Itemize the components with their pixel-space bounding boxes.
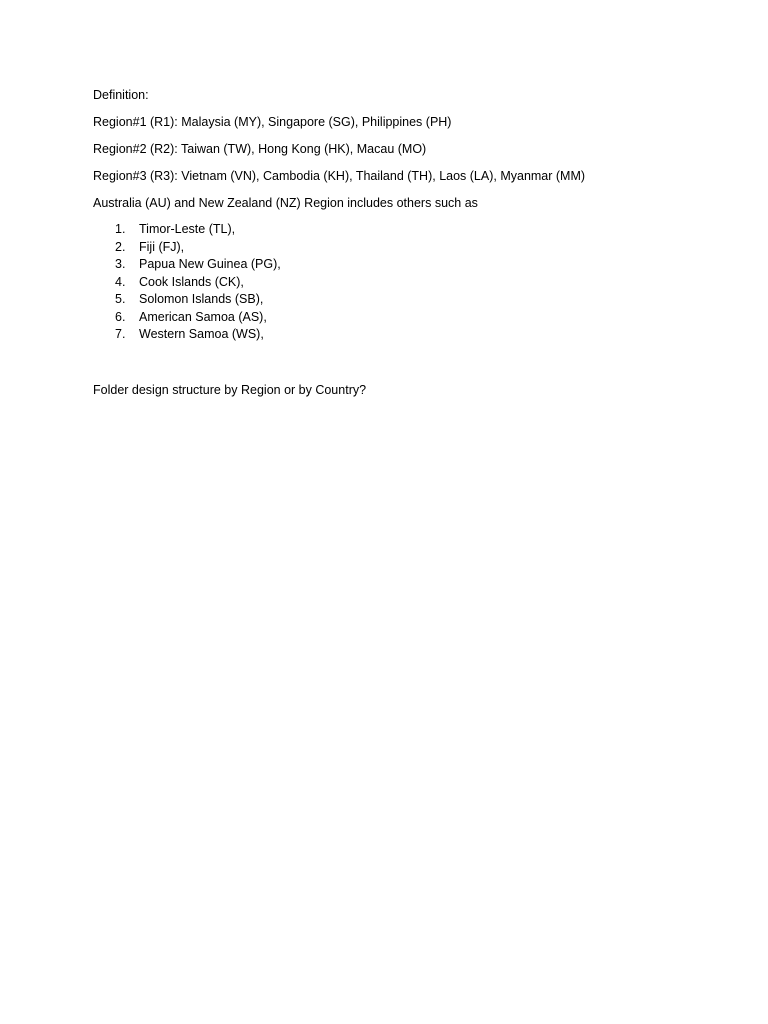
list-item-number: 3. (115, 257, 126, 271)
list-item (93, 309, 713, 327)
list-item-number: 4. (115, 274, 126, 289)
region-3-definition: Region#3 (R3): Vietnam (VN), Cambodia (KH), Thailand (TH), Laos (LA), Myanmar (MM) (93, 169, 586, 183)
document-body (93, 86, 713, 408)
list-item-text: Papua New Guinea (PG), (139, 257, 281, 271)
list-item-text: American Samoa (AS), (139, 309, 267, 324)
list-item-text: Timor-Leste (TL), (139, 222, 236, 236)
definition-heading: Definition: (93, 88, 149, 102)
other-countries-list (93, 221, 713, 344)
list-item (93, 256, 713, 274)
list-item-number: 6. (115, 309, 126, 324)
list-item-text: Fiji (FJ), (139, 239, 185, 254)
region-2-definition: Region#2 (R2): Taiwan (TW), Hong Kong (HK), Macau (MO) (93, 142, 427, 156)
folder-structure-question: Folder design structure by Region or by Country? (93, 382, 367, 397)
list-item (93, 291, 713, 309)
list-item-number: 1. (115, 222, 126, 236)
list-item (93, 239, 713, 257)
region-1-definition: Region#1 (R1): Malaysia (MY), Singapore (SG), Philippines (PH) (93, 115, 452, 129)
list-item (93, 274, 713, 292)
list-item-text: Western Samoa (WS), (139, 327, 264, 341)
list-item-text: Solomon Islands (SB), (139, 292, 264, 306)
anz-region-intro: Australia (AU) and New Zealand (NZ) Region includes others such as (93, 196, 478, 210)
list-item-number: 5. (115, 292, 126, 306)
list-item (93, 221, 713, 239)
list-item-number: 2. (115, 239, 126, 254)
list-item-number: 7. (115, 327, 126, 341)
list-item-text: Cook Islands (CK), (139, 274, 244, 289)
list-item (93, 326, 713, 344)
